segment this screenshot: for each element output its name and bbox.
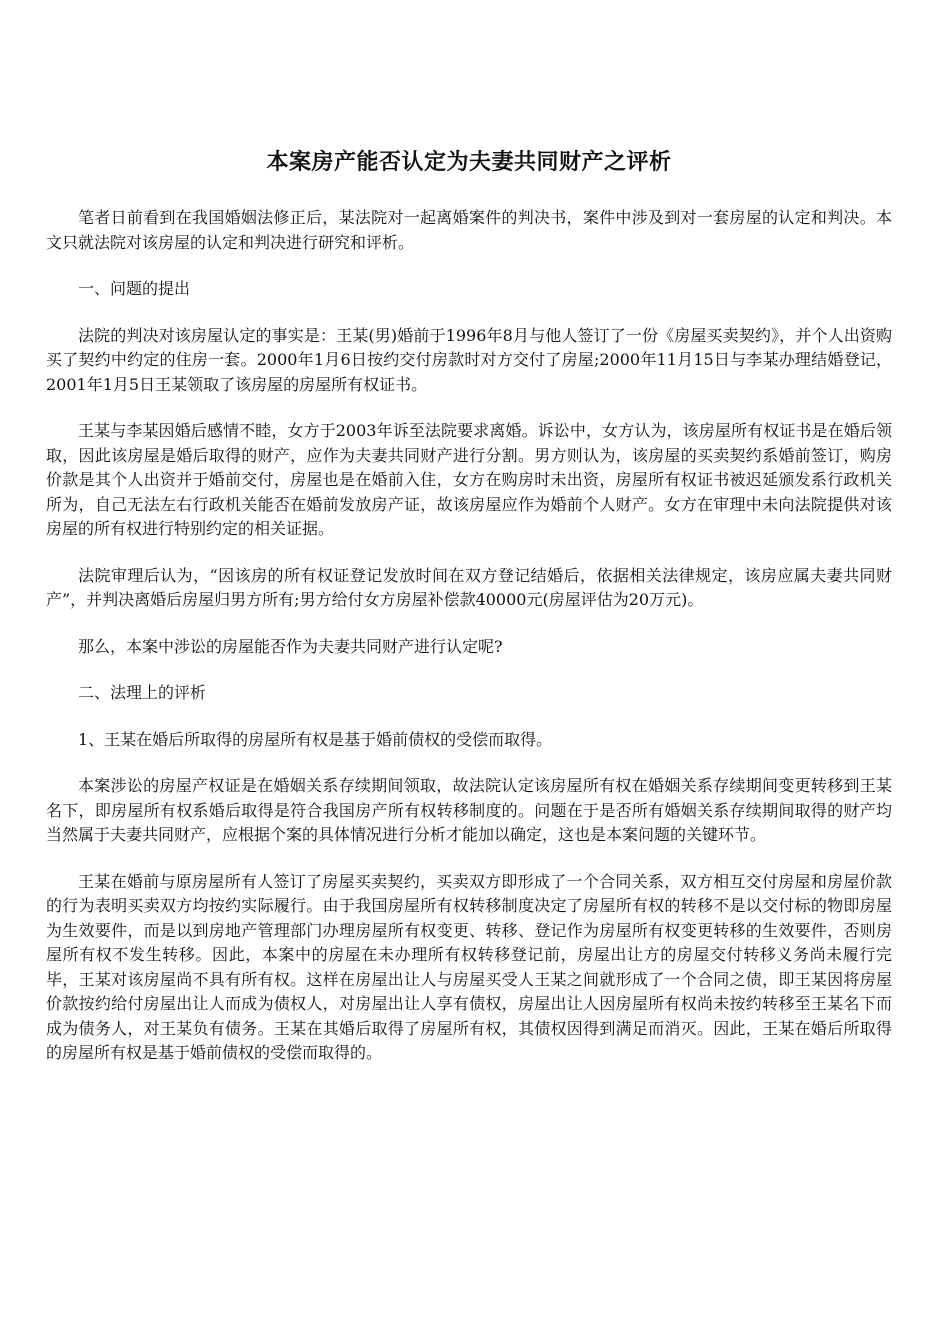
judgment-paragraph: 法院审理后认为，“因该房的所有权证登记发放时间在双方登记结婚后，依据相关法律规定，该房应属夫妻共同财产”，并判决离婚后房屋归男方所有;男方给付女方房屋补偿款40000元(房屋评估为20万元)。 bbox=[46, 565, 892, 609]
analysis-paragraph-2: 王某在婚前与原房屋所有人签订了房屋买卖契约，买卖双方即形成了一个合同关系，双方相互交付房屋和房屋价款的行为表明买卖双方均按约实际履行。由于我国房屋所有权转移制度决定了房屋所有权的转移不是以交付标的物即房屋为生效要件，而是以到房地产管理部门办理房屋所有权变更、转移、登记作为房屋所有权变更转移的生效要件，否则房屋所有权不发生转移。因此，本案中的房屋在未办理所有权转移登记前，房屋出让方的房屋交付转移义务尚未履行完毕，王某对该房屋尚不具有所有权。这样在房屋出让人与房屋买受人王某之间就形成了一个合同之债，即王某因将房屋价款按约给付房屋出让人而成为债权人，对房屋出让人享有债权，房屋出让人因房屋所有权尚未按约转移至王某名下而成为债务人，对王某负有债务。王某在其婚后取得了房屋所有权，其债权因得到满足而消灭。因此，王某在婚后所取得的房屋所有权是基于婚前债权的受偿而取得的。 bbox=[46, 871, 892, 1062]
document-title: 本案房产能否认定为夫妻共同财产之评析 bbox=[266, 150, 672, 175]
section-heading-2: 二、法理上的评析 bbox=[78, 683, 207, 702]
subheading-1: 1、王某在婚后所取得的房屋所有权是基于婚前债权的受偿而取得。 bbox=[78, 729, 553, 749]
document-body bbox=[46, 206, 892, 1066]
facts-paragraph: 法院的判决对该房屋认定的事实是：王某(男)婚前于1996年8月与他人签订了一份《房屋买卖契约》，并个人出资购买了契约中约定的住房一套。2000年1月6日按约交付房款时对方交付了房屋;2000年11月15日与李某办理结婚登记，2001年1月5日王某领取了该房屋的房屋所有权证书。 bbox=[46, 325, 892, 394]
document-page bbox=[46, 0, 892, 1088]
intro-paragraph: 笔者日前看到在我国婚姻法修正后，某法院对一起离婚案件的判决书，案件中涉及到对一套房屋的认定和判决。本文只就法院对该房屋的认定和判决进行研究和评析。 bbox=[46, 208, 892, 252]
question-paragraph: 那么，本案中涉讼的房屋能否作为夫妻共同财产进行认定呢? bbox=[78, 636, 503, 656]
section-heading-1: 一、问题的提出 bbox=[78, 279, 191, 298]
analysis-paragraph-1: 本案涉讼的房屋产权证是在婚姻关系存续期间领取，故法院认定该房屋所有权在婚姻关系存续期间变更转移到王某名下，即房屋所有权系婚后取得是符合我国房产所有权转移制度的。问题在于是否所有婚姻关系存续期间取得的财产均当然属于夫妻共同财产，应根据个案的具体情况进行分析才能加以确定，这也是本案问题的关键环节。 bbox=[46, 776, 892, 844]
dispute-paragraph: 王某与李某因婚后感情不睦，女方于2003年诉至法院要求离婚。诉讼中，女方认为，该房屋所有权证书是在婚后领取，因此该房屋是婚后取得的财产，应作为夫妻共同财产进行分割。男方则认为，该房屋的买卖契约系婚前签订，购房价款是其个人出资并于婚前交付，房屋也是在婚前入住，女方在购房时未出资，房屋所有权证书被迟延颁发系行政机关所为，自己无法左右行政机关能否在婚前发放房产证，故该房屋应作为婚前个人财产。女方在审理中未向法院提供对该房屋的所有权进行特别约定的相关证据。 bbox=[46, 421, 892, 538]
